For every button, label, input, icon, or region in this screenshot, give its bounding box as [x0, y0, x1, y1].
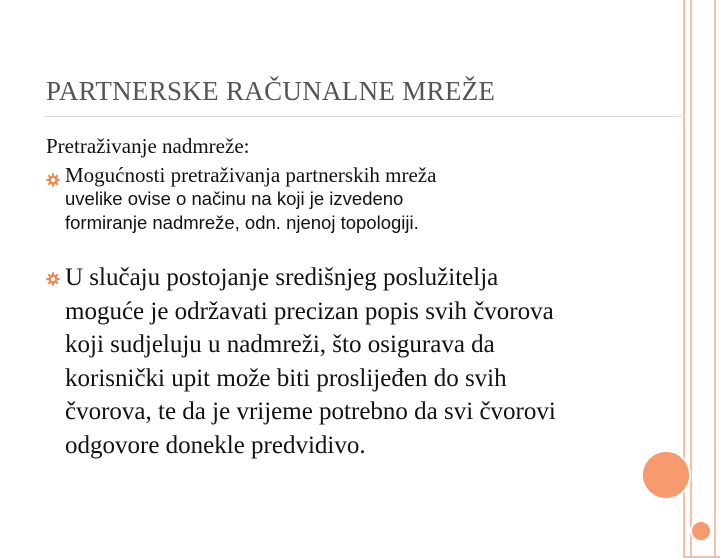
bullet-line: čvorova, te da je vrijeme potrebno da svi čvorovi: [65, 398, 556, 425]
bullet-line: uvelike ovise o načinu na koji je izvedeno: [65, 188, 404, 209]
bullet-line: koji sudjeluju u nadmreži, što osigurava da: [65, 331, 495, 358]
gear-icon: [46, 272, 60, 286]
title-divider: [44, 116, 686, 117]
bullet-text: [65, 261, 556, 462]
decorative-circle-large: [641, 450, 691, 500]
bullet-line: formiranje nadmreže, odn. njenoj topologiji.: [65, 212, 419, 233]
bullet-text: [65, 164, 436, 235]
decorative-circle-small: [690, 520, 712, 542]
bullet-line: Mogućnosti pretraživanja partnerskih mreža: [65, 163, 437, 187]
bullet-line: korisnički upit može biti proslijeđen do svih: [65, 364, 507, 392]
bullet-line: moguće je održavati precizan popis svih čvorova: [65, 297, 554, 325]
decorative-frame-inner: [690, 0, 716, 558]
intro-text: Pretraživanje nadmreže:: [46, 134, 250, 158]
gear-icon: [46, 173, 60, 187]
slide-title: PARTNERSKE RAČUNALNE MREŽE: [46, 76, 496, 106]
bullet-line: odgovore donekle predvidivo.: [65, 431, 366, 459]
bullet-line: U slučaju postojanje središnjeg poslužitelja: [65, 264, 499, 291]
